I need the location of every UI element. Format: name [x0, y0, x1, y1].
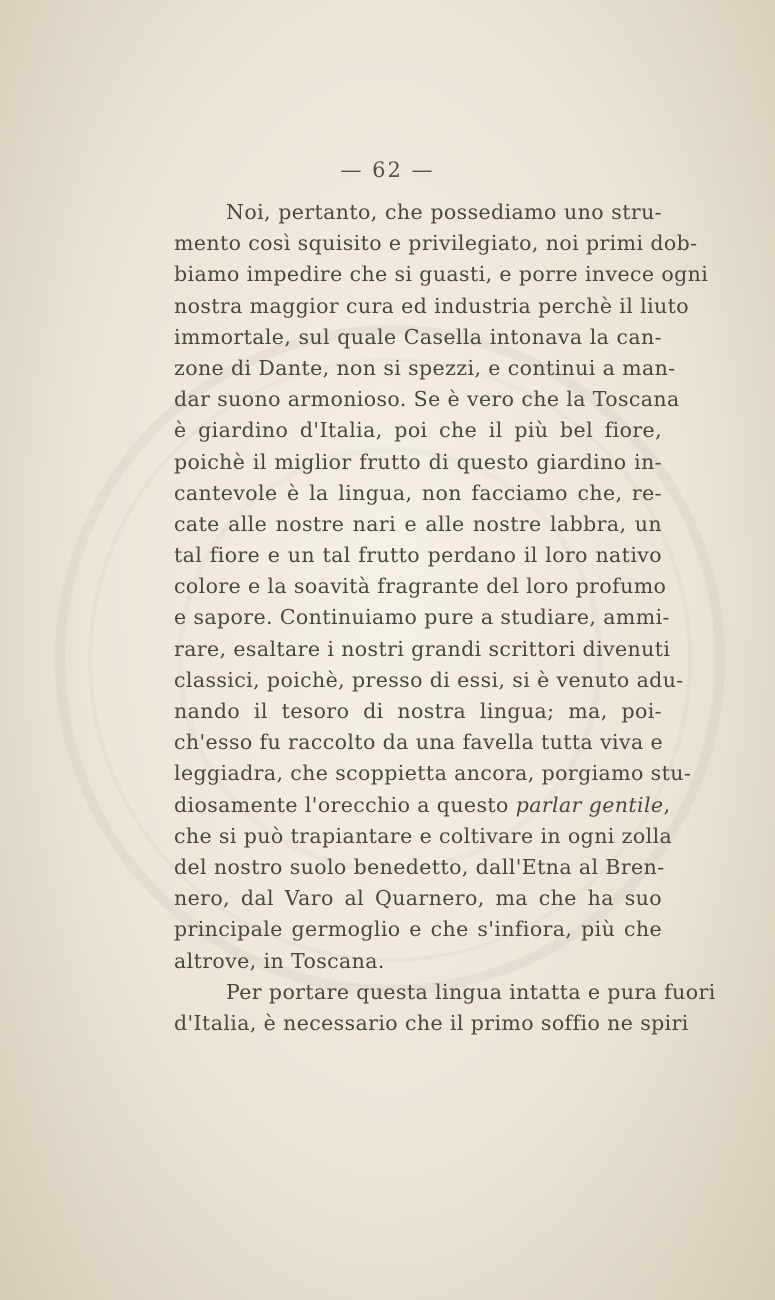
text-line: e sapore. Continuiamo pure a studiare, ammi-: [174, 605, 670, 630]
text-line: del nostro suolo benedetto, dall'Etna al Bren-: [174, 854, 665, 879]
text-line: leggiadra, che scoppietta ancora, porgiamo stu-: [174, 761, 692, 786]
text-line: rare, esaltare i nostri grandi scrittori divenuti: [174, 636, 671, 661]
text-line: classici, poichè, presso di essi, si è venuto adu-: [174, 667, 684, 692]
text-line-with-italic: [174, 790, 671, 821]
text-line: Noi, pertanto, che possediamo uno stru-: [226, 200, 662, 224]
text-line: cate alle nostre nari e alle nostre labbra, un: [174, 511, 662, 536]
text-line: colore e la soavità fragrante del loro profumo: [174, 574, 667, 599]
text-segment: diosamente l'orecchio a questo: [174, 792, 516, 817]
text-line: biamo impedire che si guasti, e porre invece ogni: [174, 262, 709, 287]
text-line: è giardino d'Italia, poi che il più bel fiore,: [174, 418, 662, 443]
text-line: altrove, in Toscana.: [174, 948, 385, 973]
text-line: che si può trapiantare e coltivare in ogni zolla: [174, 823, 673, 848]
text-line: poichè il miglior frutto di questo giardino in-: [174, 449, 662, 474]
text-line: tal fiore e un tal frutto perdano il loro nativo: [174, 543, 662, 568]
text-line: nando il tesoro di nostra lingua; ma, poi-: [174, 699, 662, 723]
text-line: nero, dal Varo al Quarnero, ma che ha suo: [174, 886, 662, 911]
text-line: d'Italia, è necessario che il primo soffio ne spiri: [174, 1010, 689, 1035]
text-line: Per portare questa lingua intatta e pura fuori: [226, 979, 716, 1004]
page-number: — 62 —: [340, 158, 435, 182]
italic-phrase: parlar gentile: [515, 792, 664, 817]
text-segment: ,: [663, 792, 671, 817]
text-line: immortale, sul quale Casella intonava la can-: [174, 324, 662, 349]
text-line: dar suono armonioso. Se è vero che la Toscana: [174, 387, 680, 412]
text-line: cantevole è la lingua, non facciamo che, re-: [174, 480, 662, 505]
text-line: ch'esso fu raccolto da una favella tutta viva e: [174, 730, 664, 755]
text-line: zone di Dante, non si spezzi, e continui a man-: [174, 355, 676, 380]
text-line: mento così squisito e privilegiato, noi primi dob-: [174, 231, 698, 256]
text-line: nostra maggior cura ed industria perchè il liuto: [174, 293, 690, 318]
body-text: [174, 197, 716, 1039]
text-line: principale germoglio e che s'infiora, più che: [174, 917, 662, 942]
